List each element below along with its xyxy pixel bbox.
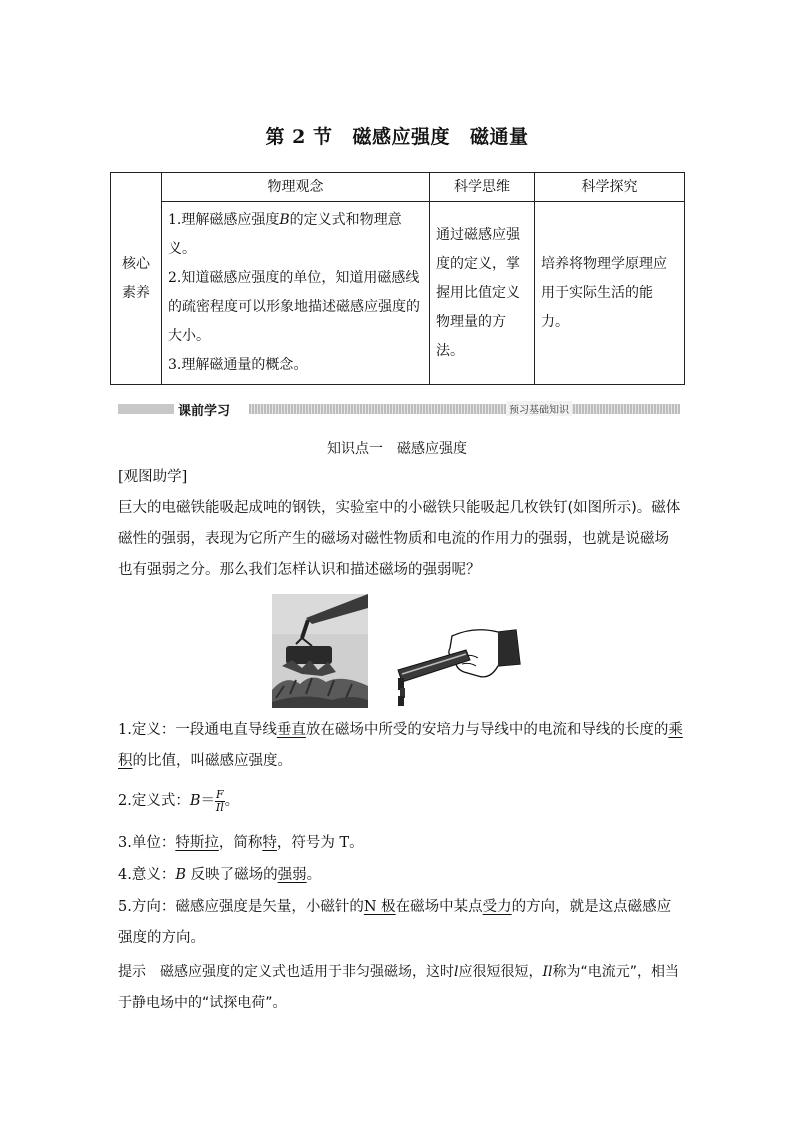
scientific-thinking-cell: 通过磁感应强度的定义，掌握用比值定义物理量的方法。 xyxy=(430,202,535,385)
small-magnet-hand-illustration xyxy=(394,626,524,712)
concept-item-3: 3.理解磁通量的概念。 xyxy=(168,357,308,373)
definition-item: 1.定义：一段通电直导线垂直放在磁场中所受的安培力与导线中的电流和导线的长度的乘积的比值，叫磁感应强度。 xyxy=(118,722,683,769)
row-header-line-1: 核心 xyxy=(122,255,150,272)
formula-lhs: B xyxy=(189,793,201,809)
section-number: 第 2 节 xyxy=(265,126,333,148)
column-header-scientific-thinking: 科学思维 xyxy=(430,173,535,202)
meaning-item: 4.意义：B 反映了磁场的强弱。 xyxy=(118,867,322,883)
column-header-scientific-inquiry: 科学探究 xyxy=(535,173,685,202)
direction-item: 5.方向：磁感应强度是矢量，小磁针的N 极在磁场中某点受力的方向，就是这点磁感应强度的方向。 xyxy=(118,899,672,946)
blank-tesla: 特斯拉 xyxy=(175,835,219,851)
formula-fraction xyxy=(215,789,225,814)
observe-label: [观图助学] xyxy=(118,469,188,485)
core-literacy-table xyxy=(110,172,685,385)
section-topic-2: 磁通量 xyxy=(469,126,529,148)
intro-paragraph: 巨大的电磁铁能吸起成吨的钢铁，实验室中的小磁铁只能吸起几枚铁钉(如图所示)。磁体磁性的强弱，表现为它所产生的磁场对磁性物质和电流的作用力的强弱，也就是说磁场也有强弱之分。那么我们怎样认识和描述磁场的强弱呢？ xyxy=(118,500,681,578)
blank-te: 特 xyxy=(262,835,277,851)
banner-left-bar xyxy=(118,404,174,414)
blank-n-pole: N 极 xyxy=(363,899,396,915)
knowledge-point-heading: 知识点一 磁感应强度 xyxy=(327,441,467,457)
banner-tag: 预习基础知识 xyxy=(506,401,572,416)
tip-label: 提示 xyxy=(118,964,146,980)
concept-item-2: 2.知道磁感应强度的单位，知道用磁感线的疏密程度可以形象地描述磁感应强度的大小。 xyxy=(168,270,420,344)
section-banner xyxy=(118,401,680,417)
physics-concepts-cell xyxy=(162,202,430,385)
blank-force: 受力 xyxy=(482,899,512,915)
row-header-line-2: 素养 xyxy=(122,284,150,301)
section-topic-1: 磁感应强度 xyxy=(352,126,450,148)
formula-numerator: F xyxy=(216,787,224,801)
electromagnet-crane-photo xyxy=(272,594,368,708)
scientific-inquiry-cell: 培养将物理学原理应用于实际生活的能力。 xyxy=(535,202,685,385)
banner-right-bar xyxy=(249,404,680,414)
concept-item-1: 1.理解磁感应强度B的定义式和物理意义。 xyxy=(168,212,402,257)
blank-strength: 强弱 xyxy=(277,867,307,883)
column-header-physics-concepts: 物理观念 xyxy=(162,173,430,202)
formula-item: 2.定义式：B＝ $\frac{F}{Il}$ 。 xyxy=(118,787,240,814)
page-title xyxy=(0,122,794,149)
unit-item: 3.单位：特斯拉，简称特，符号为 T。 xyxy=(118,835,364,851)
blank-perpendicular: 垂直 xyxy=(276,722,306,738)
core-literacy-row-header xyxy=(111,173,162,385)
tip-paragraph: 提示 磁感应强度的定义式也适用于非匀强磁场，这时l应很短很短，Il称为“电流元”，相当于静电场中的“试探电荷”。 xyxy=(118,964,680,1011)
banner-label: 课前学习 xyxy=(178,404,231,419)
formula-denominator: Il xyxy=(215,800,224,814)
blank-product: 乘积 xyxy=(118,722,683,769)
